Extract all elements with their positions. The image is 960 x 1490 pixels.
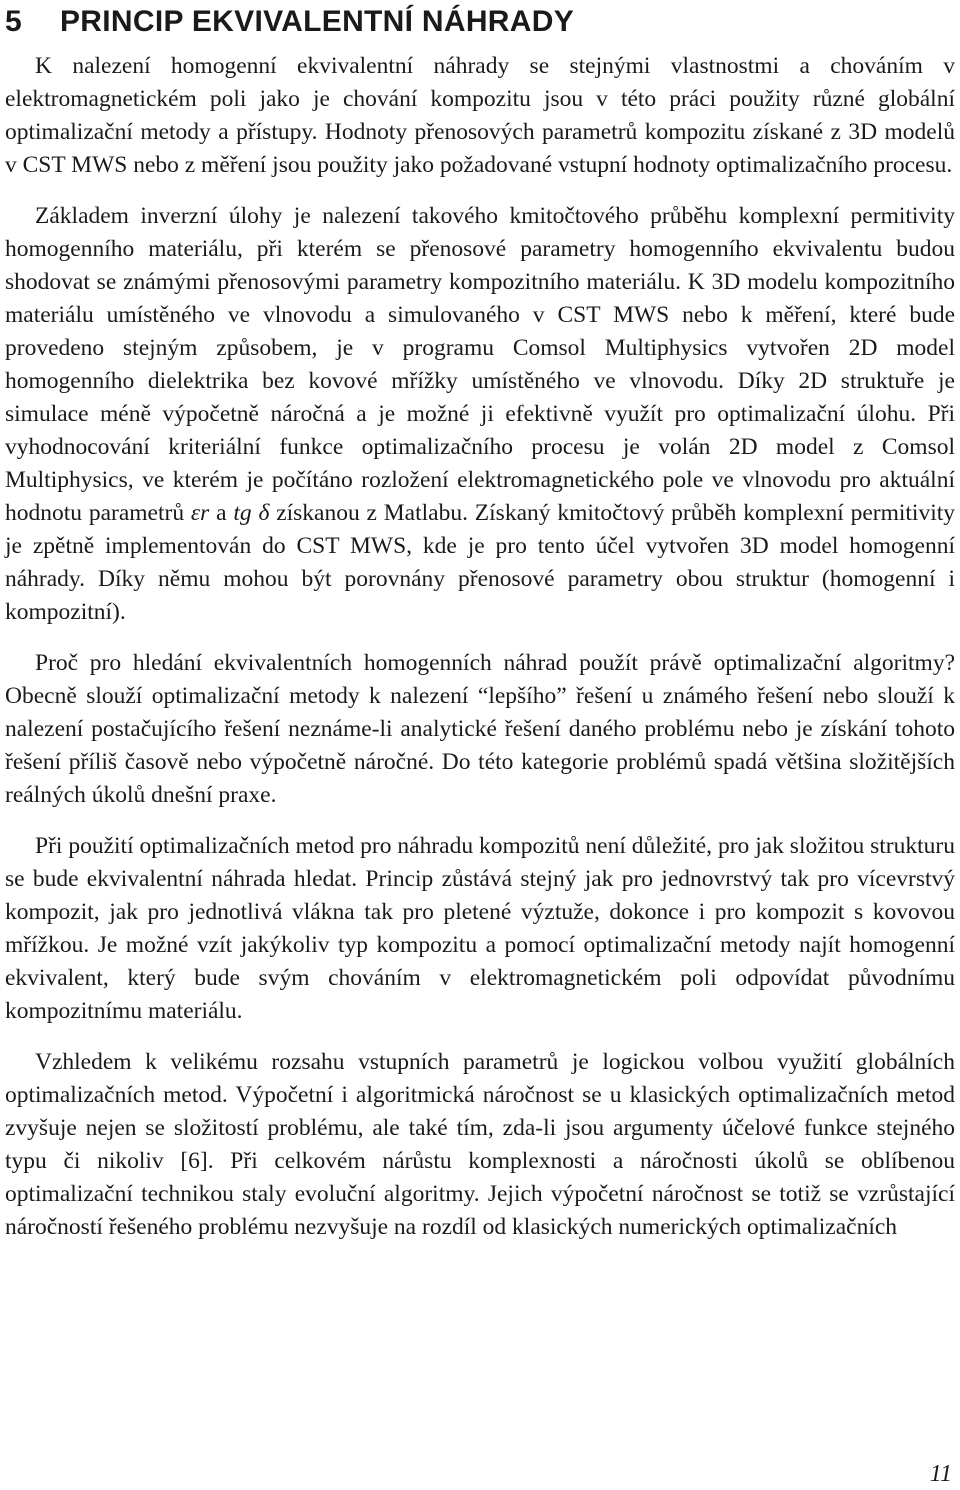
paragraph-2 [5, 200, 955, 629]
paragraph-1: K nalezení homogenní ekvivalentní náhrady se stejnými vlastnostmi a chováním v elektromagnetickém poli jako je chování kompozitu jsou v této práci použity různé globální optimalizační metody a přístupy. Hodnoty přenosových parametrů kompozitu získané z 3D modelů v CST MWS nebo z měření jsou použity jako požadované vstupní hodnoty optimalizačního procesu. [5, 53, 955, 178]
document-page [5, 0, 955, 1262]
paragraph-2-text-before-math: Základem inverzní úlohy je nalezení takového kmitočtového průběhu komplexní permitivity homogenního materiálu, při kterém se přenosové parametry homogenního ekvivalentu budou shodovat se známými přenosovými parametry kompozitního materiálu. K 3D modelu kompozitního materiálu umístěného ve vlnovodu a simulovaného v CST MWS nebo k měření, které bude provedeno stejným způsobem, je v programu Comsol Multiphysics vytvořen 2D model homogenního dielektrika bez kovové mřížky umístěného ve vlnovodu. Díky 2D struktuře je simulace méně výpočetně náročná a je možné ji efektivně využít pro optimalizační úlohu. Při vyhodnocování kriteriální funkce optimalizačního procesu je volán 2D model z Comsol Multiphysics, ve kterém je počítáno rozložení elektromagnetického pole ve vlnovodu pro aktuální hodnotu parametrů [5, 203, 955, 526]
page-number: 11 [929, 1461, 952, 1487]
tg-delta-symbol: tg δ [233, 500, 270, 526]
chapter-number: 5 [5, 5, 22, 38]
paragraph-3: Proč pro hledání ekvivalentních homogenních náhrad použít právě optimalizační algoritmy? Obecně slouží optimalizační metody k nalezení “lepšího” řešení u známého řešení nebo slouží k nalezení postačujícího řešení neznáme-li analytické řešení daného problému nebo je získání tohoto řešení příliš časově nebo výpočetně náročné. Do této kategorie problémů spadá většina složitějších reálných úkolů dnešní praxe. [5, 650, 955, 808]
paragraph-5: Vzhledem k velikému rozsahu vstupních parametrů je logickou volbou využití globálních optimalizačních metod. Výpočetní i algoritmická náročnost se u klasických optimalizačních metod zvyšuje nejen se složitostí problému, ale také tím, zda-li jsou argumenty účelové funkce stejného typu či nikoliv [6]. Při celkovém nárůstu komplexnosti a náročnosti úkolů se oblíbenou optimalizační technikou staly evoluční algoritmy. Jejich výpočetní náročnost se totiž se vzrůstající náročností řešeného problému nezvyšuje na rozdíl od klasických numerických optimalizačních [5, 1049, 955, 1240]
paragraph-4: Při použití optimalizačních metod pro náhradu kompozitů není důležité, pro jak složitou strukturu se bude ekvivalentní náhrada hledat. Princip zůstává stejný jak pro jednovrstvý tak pro vícevrstvý kompozit, jak pro jednotlivá vlákna tak pro pletené výztuže, dokonce i pro kompozit s kovovou mřížkou. Je možné vzít jakýkoliv typ kompozitu a pomocí optimalizační metody najít homogenní ekvivalent, který bude svým chováním v elektromagnetickém poli odpovídat původnímu kompozitnímu materiálu. [5, 833, 955, 1024]
chapter-heading [5, 0, 955, 44]
math-connector: a [216, 500, 227, 526]
epsilon-r-symbol: εr [190, 500, 210, 526]
chapter-title: PRINCIP EKVIVALENTNÍ NÁHRADY [60, 5, 575, 38]
paragraph-2-text-after-math: získanou z Matlabu. Získaný kmitočtový průběh komplexní permitivity je zpětně implementován do CST MWS, kde je pro tento účel vytvořen 3D model homogenní náhrady. Díky němu mohou být porovnány přenosové parametry obou struktur (homogenní i kompozitní). [5, 500, 955, 625]
